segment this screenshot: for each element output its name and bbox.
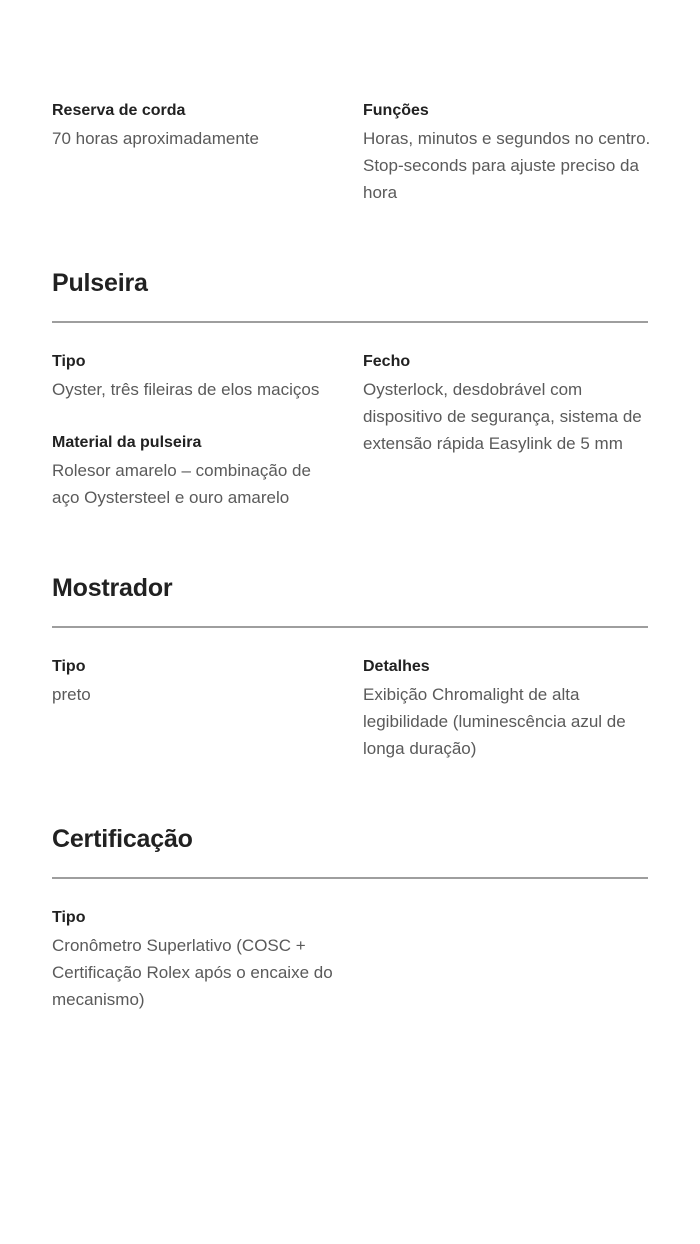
spec-value: preto [52, 685, 91, 704]
section-title-mostrador: Mostrador [52, 574, 173, 602]
spec-value: Oysterlock, desdobrável com dispositivo de segurança, sistema de extensão rápida Easylink de 5 mm [363, 380, 642, 453]
spec-value: Horas, minutos e segundos no centro. Stop-seconds para ajuste preciso da hora [363, 129, 651, 202]
spec-dial-type [52, 656, 342, 708]
spec-label: Funções [363, 102, 429, 119]
spec-value: Oyster, três fileiras de elos maciços [52, 380, 320, 399]
spec-certification-type [52, 907, 342, 1013]
section-divider [52, 321, 648, 323]
spec-value: 70 horas aproximadamente [52, 129, 259, 148]
spec-label: Detalhes [363, 658, 430, 675]
spec-power-reserve [52, 100, 342, 152]
spec-label: Material da pulseira [52, 434, 202, 451]
spec-label: Reserva de corda [52, 102, 186, 119]
spec-functions [363, 100, 653, 206]
spec-label: Fecho [363, 353, 411, 370]
spec-value: Cronômetro Superlativo (COSC + Certificação Rolex após o encaixe do mecanismo) [52, 936, 333, 1009]
spec-bracelet-material [52, 432, 342, 511]
spec-bracelet-type [52, 351, 342, 403]
section-title-pulseira: Pulseira [52, 269, 148, 297]
spec-dial-details [363, 656, 653, 762]
spec-label: Tipo [52, 909, 86, 926]
spec-label: Tipo [52, 658, 86, 675]
section-title-certificacao: Certificação [52, 825, 193, 853]
spec-value: Exibição Chromalight de alta legibilidade (luminescência azul de longa duração) [363, 685, 626, 758]
spec-value: Rolesor amarelo – combinação de aço Oystersteel e ouro amarelo [52, 461, 311, 507]
spec-label: Tipo [52, 353, 86, 370]
section-divider [52, 877, 648, 879]
spec-clasp [363, 351, 653, 457]
section-divider [52, 626, 648, 628]
